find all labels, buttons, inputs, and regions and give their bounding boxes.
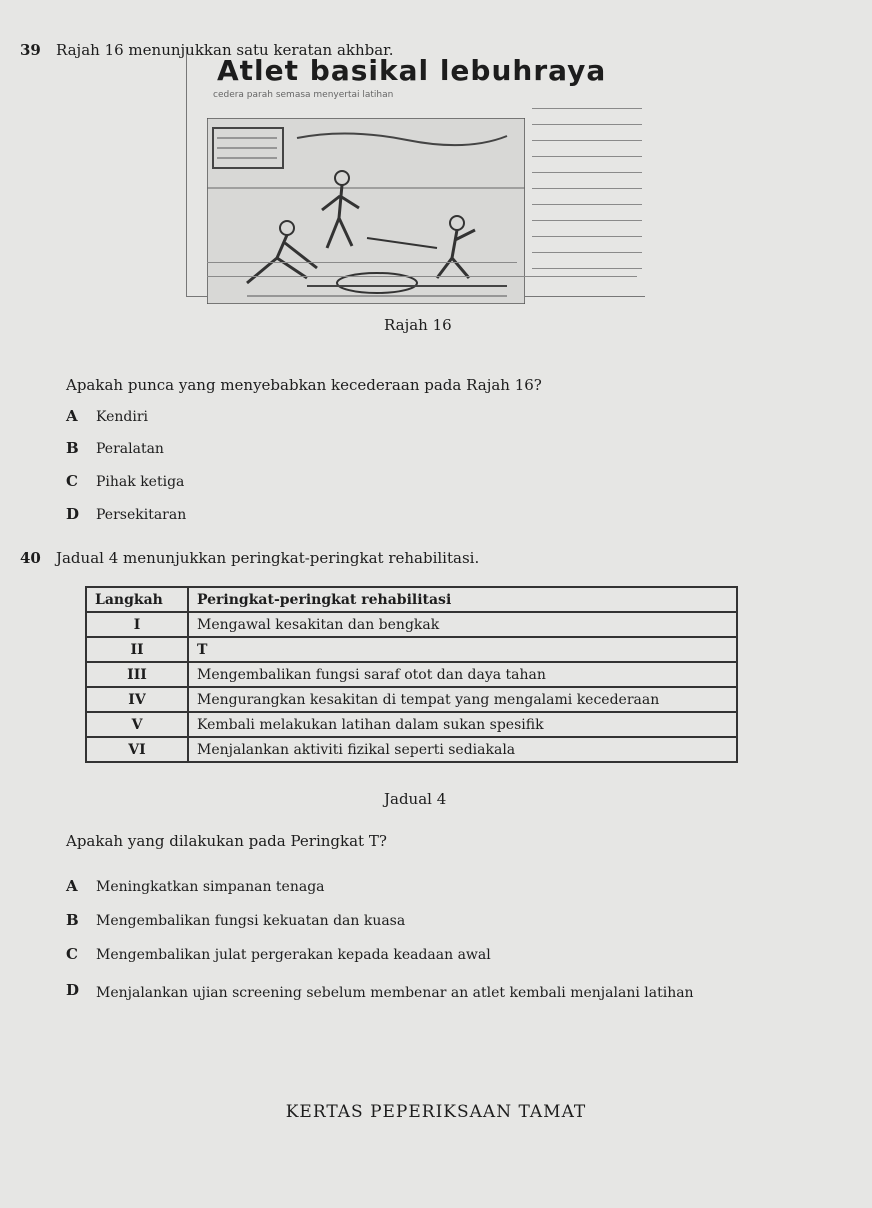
option-b[interactable]: B Mengembalikan fungsi kekuatan dan kuasa [66,911,406,929]
row-level: V [86,712,188,737]
row-desc: Kembali melakukan latihan dalam sukan spesifik [188,712,737,737]
table-row [86,662,737,687]
table-header-row [86,587,737,612]
table-row [86,637,737,662]
option-d[interactable]: D Menjalankan ujian screening sebelum membenar an atlet kembali menjalani latihan [66,981,694,1001]
table-row [86,612,737,637]
option-a[interactable]: A Kendiri [66,407,148,425]
clipping-headline: Atlet basikal lebuhraya [217,54,607,87]
option-d[interactable]: D Persekitaran [66,505,187,523]
question-40-prompt: Apakah yang dilakukan pada Peringkat T? [66,832,387,850]
question-stem: Rajah 16 menunjukkan satu keratan akhbar. [55,41,394,59]
row-level: III [86,662,188,687]
rehabilitation-table [85,586,738,763]
question-40 [20,548,479,567]
table-header: Peringkat-peringkat rehabilitasi [188,587,737,612]
row-desc: Mengurangkan kesakitan di tempat yang mengalami kecederaan [188,687,737,712]
option-c[interactable]: C Mengembalikan julat pergerakan kepada keadaan awal [66,945,491,963]
figure-caption: Rajah 16 [384,316,452,334]
table-row [86,712,737,737]
option-a[interactable]: A Meningkatkan simpanan tenaga [66,877,325,895]
footer-end-of-paper: KERTAS PEPERIKSAAN TAMAT [285,1102,587,1122]
question-39-prompt: Apakah punca yang menyebabkan kecederaan pada Rajah 16? [66,376,542,394]
clipping-subline: cedera parah semasa menyertai latihan [213,90,394,100]
row-desc: T [188,637,737,662]
row-desc: Mengawal kesakitan dan bengkak [188,612,737,637]
row-desc: Menjalankan aktiviti fizikal seperti sediakala [188,737,737,762]
option-b[interactable]: B Peralatan [66,439,164,457]
question-number: 39 [20,41,41,59]
row-level: VI [86,737,188,762]
table-caption: Jadual 4 [384,790,447,808]
newspaper-clipping [186,48,645,297]
row-desc: Mengembalikan fungsi saraf otot dan daya tahan [188,662,737,687]
table-row [86,737,737,762]
question-number: 40 [20,549,41,567]
row-level: IV [86,687,188,712]
question-stem: Jadual 4 menunjukkan peringkat-peringkat rehabilitasi. [55,549,480,567]
table-header: Langkah [86,587,188,612]
table-row [86,687,737,712]
option-c[interactable]: C Pihak ketiga [66,472,185,490]
row-level: II [86,637,188,662]
row-level: I [86,612,188,637]
